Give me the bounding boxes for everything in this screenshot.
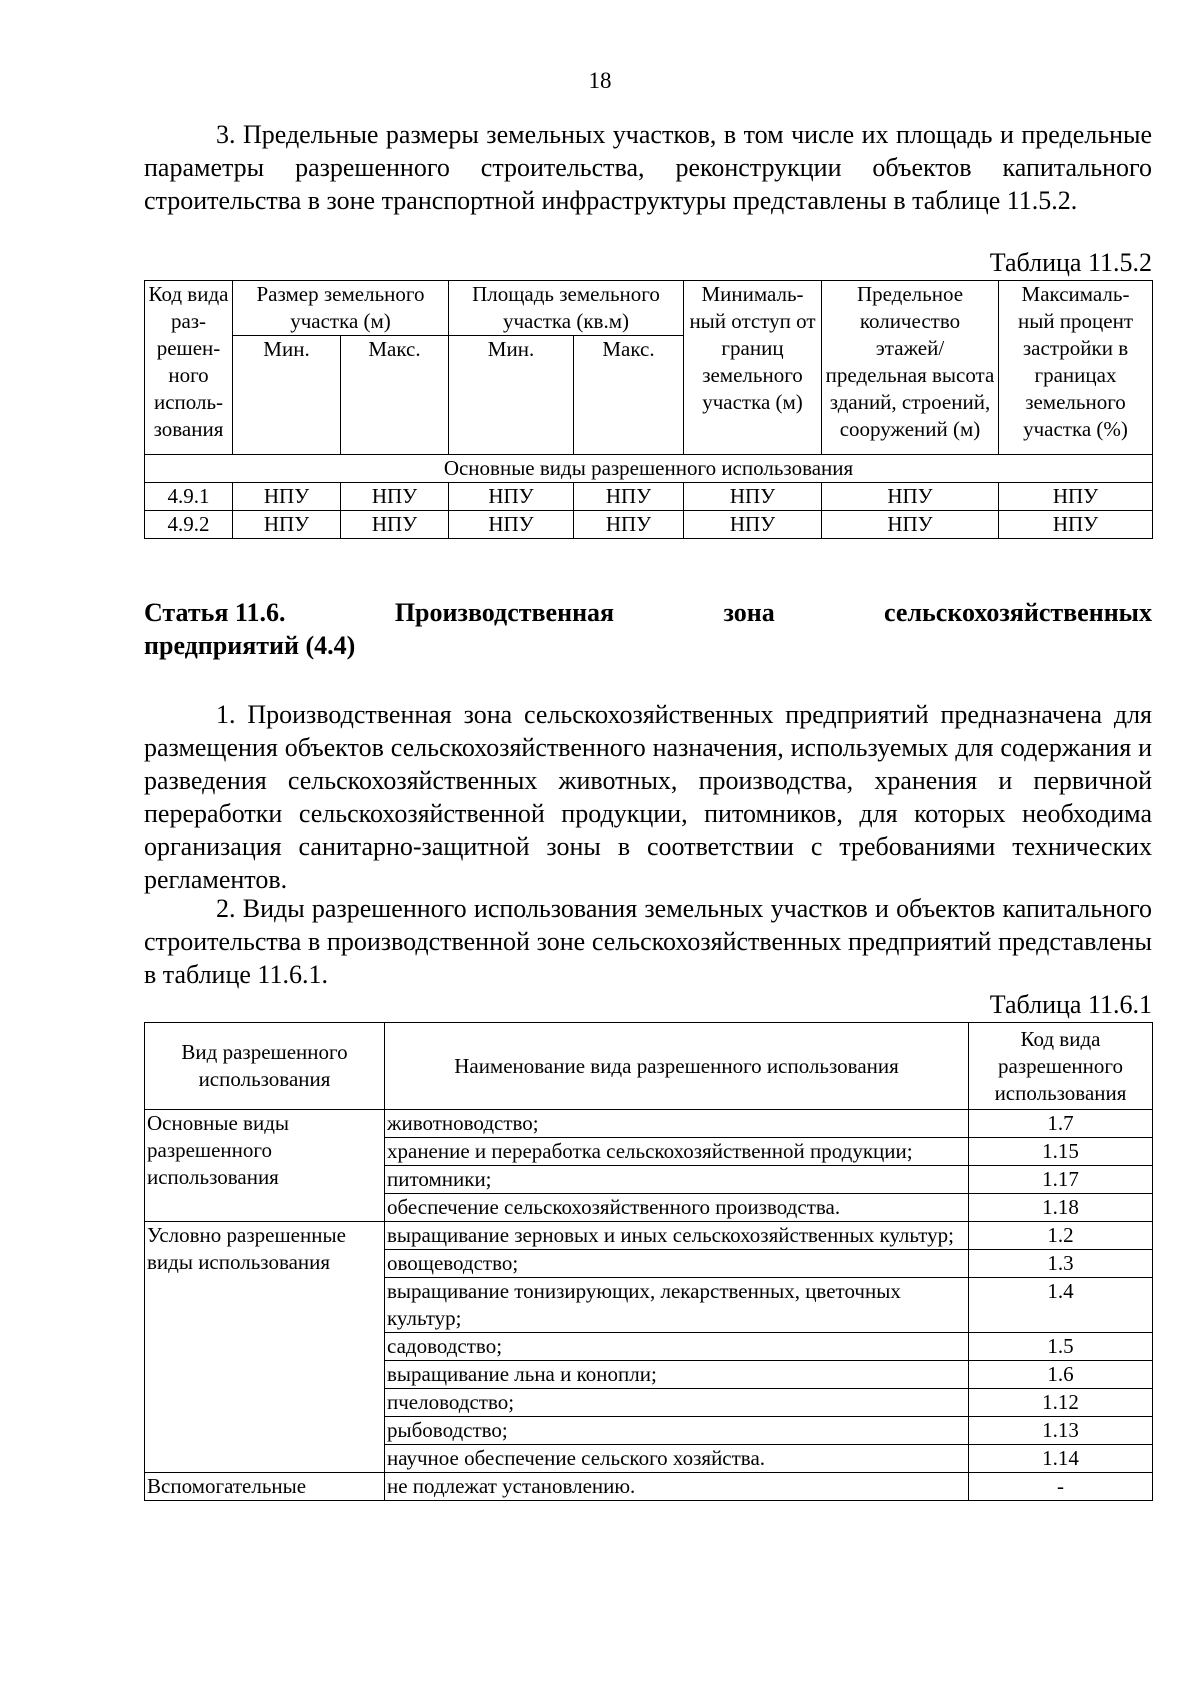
use-name: садоводство; [385, 1333, 969, 1361]
intro-paragraph: 3. Предельные размеры земельных участков, в том числе их площадь и предельные параметры разрешенного строительства, реконструкции объектов капитального строительства в зоне транспортной инфраструктуры представлены в таблице 11.5.2. [144, 120, 1152, 215]
header-size-max: Макс. [341, 336, 449, 455]
use-code: 1.4 [969, 1278, 1153, 1333]
heading-word: Производственная [394, 598, 615, 627]
use-name: выращивание льна и конопли; [385, 1361, 969, 1389]
cell-code: 4.9.1 [145, 483, 233, 511]
use-code: 1.2 [969, 1222, 1153, 1250]
table-row [145, 1473, 1153, 1501]
heading-word: зона [723, 598, 775, 627]
use-name: научное обеспечение сельского хозяйства. [385, 1445, 969, 1473]
header-area-min: Мин. [449, 336, 574, 455]
use-name: не подлежат установлению. [385, 1473, 969, 1501]
cell-code: 4.9.2 [145, 511, 233, 539]
use-code: 1.13 [969, 1417, 1153, 1445]
use-code: 1.18 [969, 1194, 1153, 1222]
use-name: питомники; [385, 1166, 969, 1194]
use-name: выращивание тонизирующих, лекарственных, цветочных культур; [385, 1278, 969, 1333]
table-row [145, 511, 1153, 539]
article-heading [144, 596, 1152, 662]
use-code: - [969, 1473, 1153, 1501]
use-code: 1.6 [969, 1361, 1153, 1389]
use-name: животноводство; [385, 1110, 969, 1138]
table-11-6-1 [144, 1022, 1153, 1501]
header-plot-area: Площадь земельного участка (кв.м) [449, 281, 684, 336]
cell: НПУ [233, 483, 341, 511]
use-name: обеспечение сельскохозяйственного производства. [385, 1194, 969, 1222]
cell: НПУ [449, 483, 574, 511]
page-number: 18 [588, 68, 612, 93]
cell: НПУ [999, 511, 1153, 539]
cell: НПУ [233, 511, 341, 539]
table-row [145, 1110, 1153, 1138]
table-caption-11-6-1: Таблица 11.6.1 [989, 990, 1152, 1019]
paragraph-2: 2. Виды разрешенного использования земельных участков и объектов капитального строительства в производственной зоне сельскохозяйственных предприятий представлены в таблице 11.6.1. [144, 894, 1152, 989]
header-kind: Вид разрешенного использования [145, 1023, 385, 1110]
use-code: 1.17 [969, 1166, 1153, 1194]
use-name: рыбоводство; [385, 1417, 969, 1445]
header-max-coverage: Максималь- ный процент застройки в границах земельного участка (%) [999, 281, 1153, 455]
paragraph-1: 1. Производственная зона сельскохозяйственных предприятий предназначена для размещения объектов сельскохозяйственного назначения, используемых для содержания и разведения сельскохозяйственных животных, производства, хранения и первичной переработки сельскохозяйственной продукции, питомников, для которых необходима организация санитарно-защитной зоны в соответствии с требованиями технических регламентов. [144, 700, 1152, 894]
cell: НПУ [822, 511, 999, 539]
heading-line-2: предприятий (4.4) [144, 631, 356, 660]
cell: НПУ [999, 483, 1153, 511]
cell: НПУ [684, 483, 822, 511]
use-code: 1.5 [969, 1333, 1153, 1361]
heading-word: Статья 11.6. [144, 598, 286, 627]
cell: НПУ [449, 511, 574, 539]
header-min-setback: Минималь- ный отступ от границ земельного участка (м) [684, 281, 822, 455]
header-plot-size: Размер земельного участка (м) [233, 281, 449, 336]
header-code: Код вида разрешенного использования [969, 1023, 1153, 1110]
use-code: 1.7 [969, 1110, 1153, 1138]
use-name: выращивание зерновых и иных сельскохозяйственных культур; [385, 1222, 969, 1250]
header-code: Код вида раз- решен- ного исполь- зования [145, 281, 233, 455]
table-row [145, 1222, 1153, 1250]
cell: НПУ [684, 511, 822, 539]
table-11-5-2 [144, 280, 1153, 539]
use-code: 1.15 [969, 1138, 1153, 1166]
cell: НПУ [574, 483, 684, 511]
use-name: овощеводство; [385, 1250, 969, 1278]
use-code: 1.3 [969, 1250, 1153, 1278]
table-row [145, 483, 1153, 511]
cell: НПУ [341, 483, 449, 511]
table-caption-11-5-2: Таблица 11.5.2 [989, 248, 1152, 277]
use-name: хранение и переработка сельскохозяйственной продукции; [385, 1138, 969, 1166]
header-max-floors: Предельное количество этажей/ предельная высота зданий, строений, сооружений (м) [822, 281, 999, 455]
header-name: Наименование вида разрешенного использования [385, 1023, 969, 1110]
header-size-min: Мин. [233, 336, 341, 455]
header-area-max: Макс. [574, 336, 684, 455]
cell: НПУ [822, 483, 999, 511]
group-label: Условно разрешенные виды использования [145, 1222, 385, 1473]
group-label: Вспомогательные [145, 1473, 385, 1501]
group-label: Основные виды разрешенного использования [145, 1110, 385, 1222]
cell: НПУ [574, 511, 684, 539]
use-name: пчеловодство; [385, 1389, 969, 1417]
section-label: Основные виды разрешенного использования [145, 455, 1153, 483]
heading-word: сельскохозяйственных [884, 598, 1152, 627]
use-code: 1.14 [969, 1445, 1153, 1473]
cell: НПУ [341, 511, 449, 539]
use-code: 1.12 [969, 1389, 1153, 1417]
